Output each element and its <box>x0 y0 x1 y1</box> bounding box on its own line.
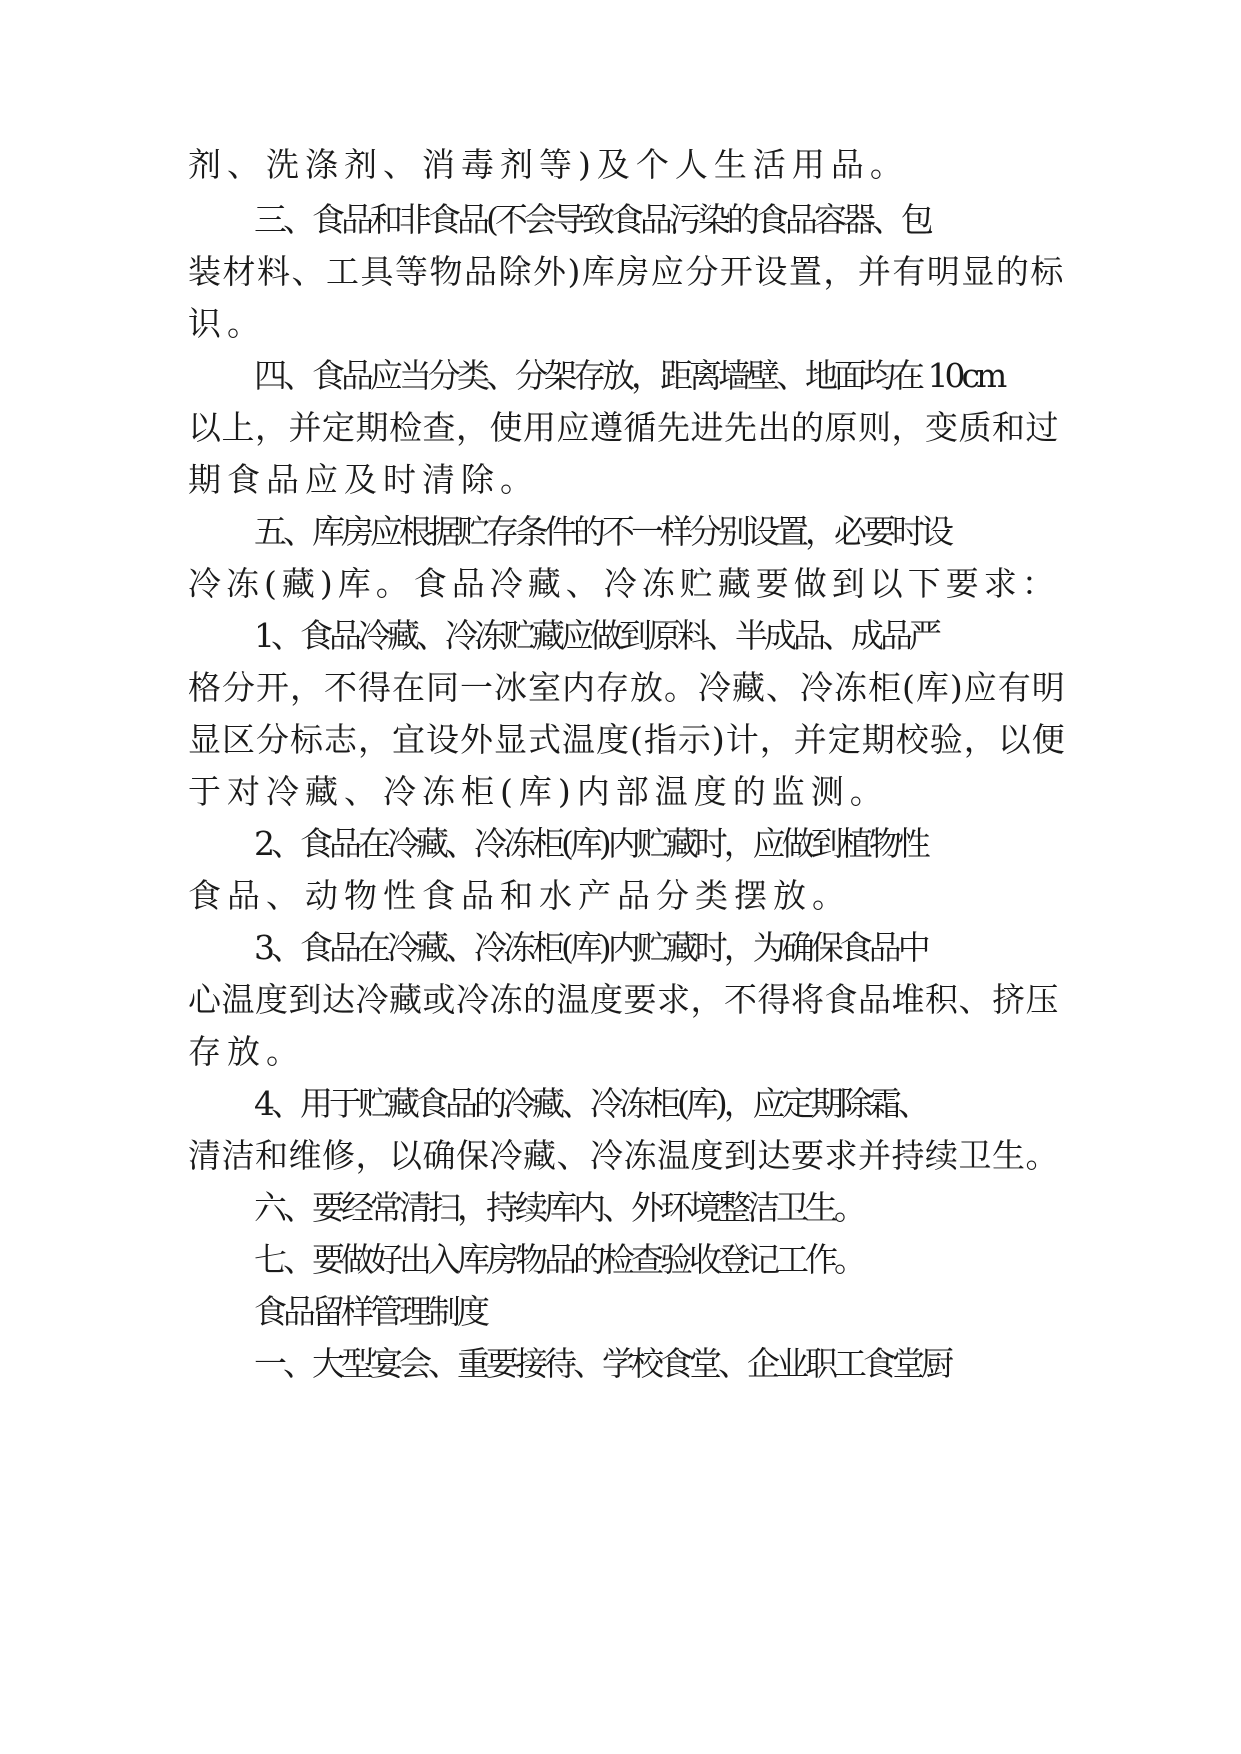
text-line: 1、食品冷藏、冷冻贮藏应做到原料、半成品、成品严 <box>254 616 938 655</box>
text-line: 六、要经常清扫，持续库内、外环境整洁卫生。 <box>254 1188 863 1227</box>
section-heading: 食品留样管理制度 <box>254 1292 486 1331</box>
text-line: 装材料、工具等物品除外)库房应分开设置，并有明显的标 <box>188 252 1065 291</box>
text-line: 心温度到达冷藏或冷冻的温度要求，不得将食品堆积、挤压 <box>188 980 1059 1019</box>
text-line: 以上，并定期检查，使用应遵循先进先出的原则，变质和过 <box>188 408 1059 447</box>
text-line: 清洁和维修，以确保冷藏、冷冻温度到达要求并持续卫生。 <box>188 1136 1059 1175</box>
text-line: 显区分标志，宜设外显式温度(指示)计，并定期校验，以便 <box>188 720 1066 759</box>
text-line: 食品、动物性食品和水产品分类摆放。 <box>188 876 851 915</box>
text-line: 剂、洗涤剂、消毒剂等)及个人生活用品。 <box>188 145 909 184</box>
text-line: 期食品应及时清除。 <box>188 460 539 499</box>
text-line: 3、食品在冷藏、冷冻柜(库)内贮藏时，为确保食品中 <box>254 928 927 967</box>
text-line: 五、库房应根据贮存条件的不一样分别设置，必要时设 <box>254 512 950 551</box>
text-line: 七、要做好出入库房物品的检查验收登记工作。 <box>254 1240 863 1279</box>
text-line: 四、食品应当分类、分架存放，距离墙壁、地面均在 10cm <box>254 356 1004 395</box>
text-line: 存放。 <box>188 1032 305 1071</box>
text-line: 4、用于贮藏食品的冷藏、冷冻柜(库)，应定期除霜、 <box>254 1084 927 1123</box>
text-line: 一、大型宴会、重要接待、学校食堂、企业职工食堂厨 <box>254 1344 950 1383</box>
text-line: 识。 <box>188 304 266 343</box>
text-line: 2、食品在冷藏、冷冻柜(库)内贮藏时，应做到植物性 <box>254 824 927 863</box>
text-line: 格分开，不得在同一冰室内存放。冷藏、冷冻柜(库)应有明 <box>188 668 1066 707</box>
text-line: 于对冷藏、冷冻柜(库)内部温度的监测。 <box>188 772 889 811</box>
text-line: 三、食品和非食品(不会导致食品污染的食品容器、包 <box>254 200 930 239</box>
text-line: 冷冻(藏)库。食品冷藏、冷冻贮藏要做到以下要求： <box>188 564 1060 603</box>
